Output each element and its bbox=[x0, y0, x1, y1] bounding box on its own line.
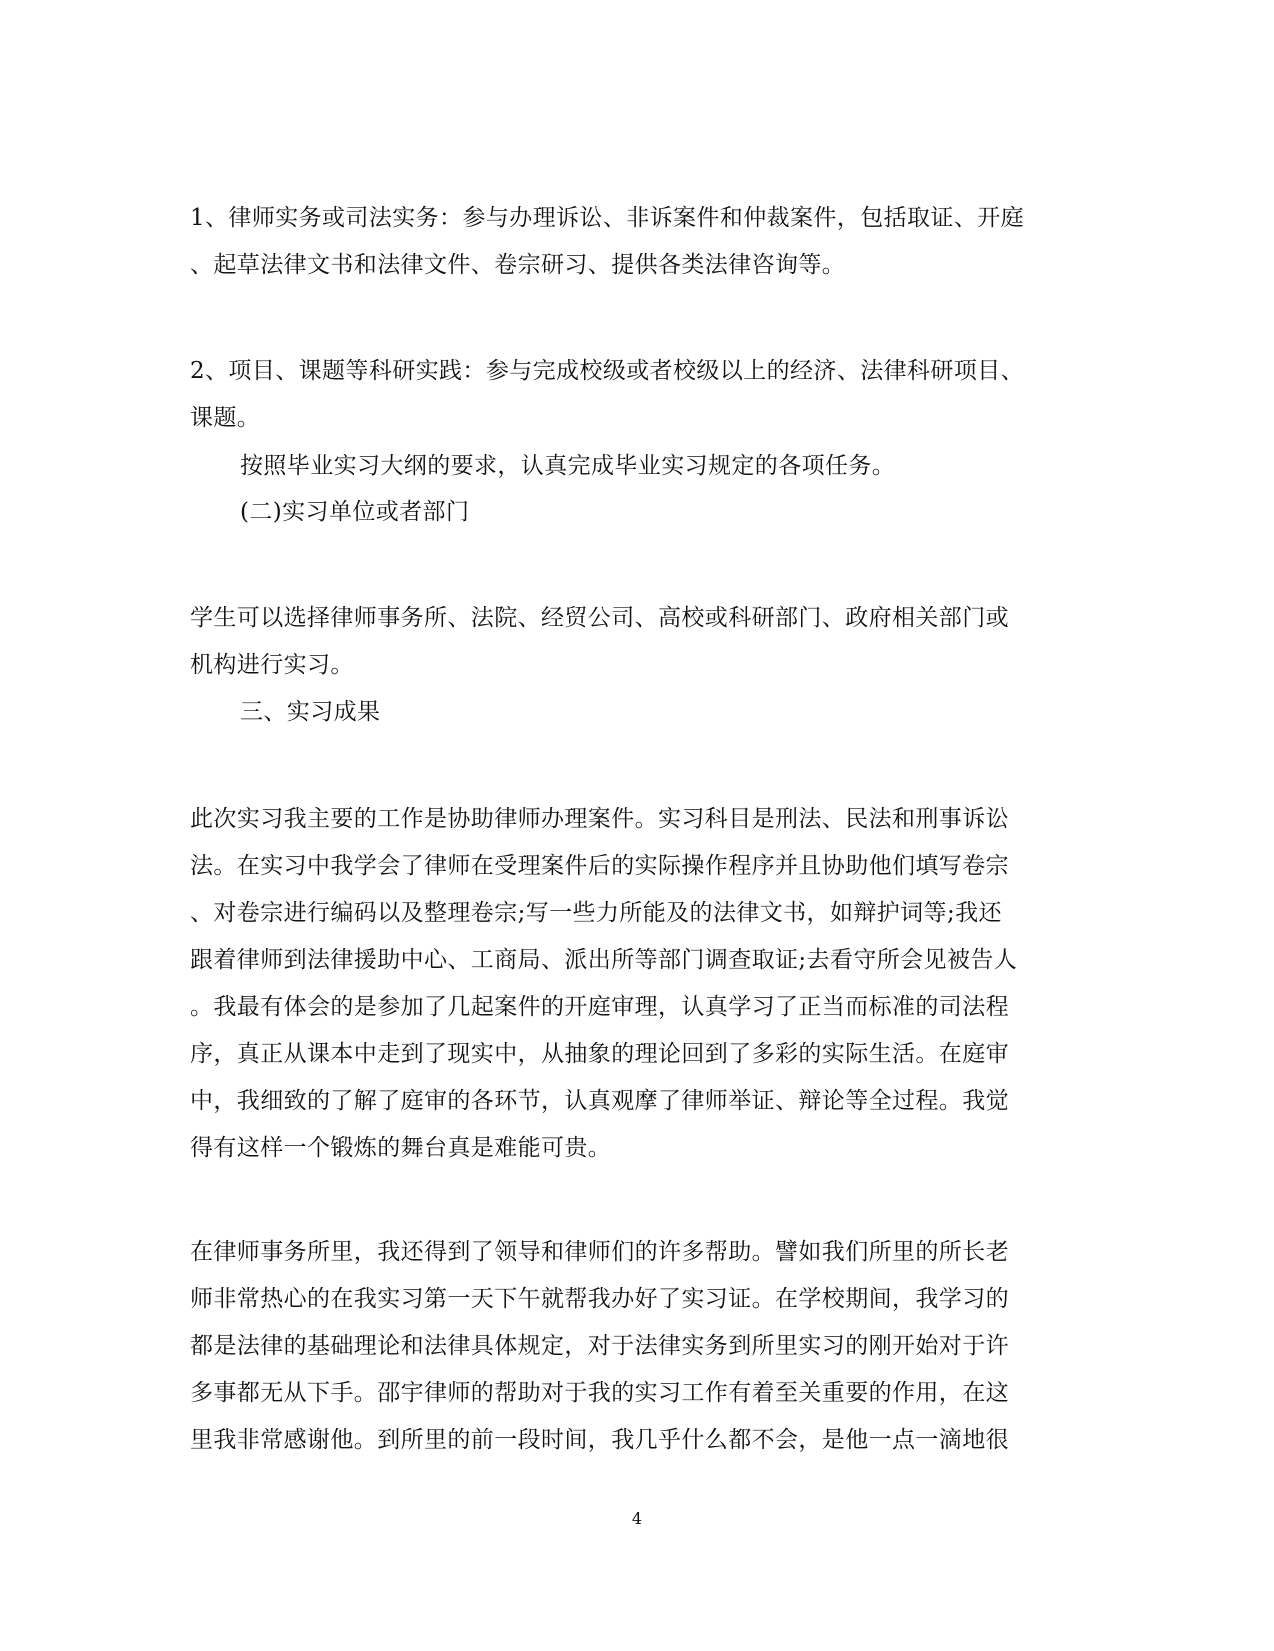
text-line: 。我最有体会的是参加了几起案件的开庭审理，认真学习了正当而标准的司法程 bbox=[190, 994, 1009, 1020]
text-line: 法。在实习中我学会了律师在受理案件后的实际操作程序并且协助他们填写卷宗 bbox=[190, 853, 1009, 879]
page-number: 4 bbox=[631, 1509, 643, 1528]
text-line: 都是法律的基础理论和法律具体规定，对于法律实务到所里实习的刚开始对于许 bbox=[190, 1333, 1009, 1359]
text-line: 序，真正从课本中走到了现实中，从抽象的理论回到了多彩的实际生活。在庭审 bbox=[190, 1041, 1009, 1067]
text-line: 里我非常感谢他。到所里的前一段时间，我几乎什么都不会，是他一点一滴地很 bbox=[190, 1427, 1009, 1453]
text-line: 、起草法律文书和法律文件、卷宗研习、提供各类法律咨询等。 bbox=[190, 252, 846, 278]
text-line: 中，我细致的了解了庭审的各环节，认真观摩了律师举证、辩论等全过程。我觉 bbox=[190, 1088, 1009, 1114]
text-line: 此次实习我主要的工作是协助律师办理案件。实习科目是刑法、民法和刑事诉讼 bbox=[190, 806, 1009, 832]
text-line: 跟着律师到法律援助中心、工商局、派出所等部门调查取证;去看守所会见被告人 bbox=[190, 947, 1018, 973]
text-line: 课题。 bbox=[190, 405, 261, 431]
section-heading: 三、实习成果 bbox=[240, 699, 381, 725]
text-line: 按照毕业实习大纲的要求，认真完成毕业实习规定的各项任务。 bbox=[240, 453, 896, 479]
text-line: 机构进行实习。 bbox=[190, 652, 354, 678]
text-line: 多事都无从下手。邵宇律师的帮助对于我的实习工作有着至关重要的作用，在这 bbox=[190, 1380, 1009, 1406]
text-line: 在律师事务所里，我还得到了领导和律师们的许多帮助。譬如我们所里的所长老 bbox=[190, 1239, 1009, 1265]
section-heading: (二)实习单位或者部门 bbox=[240, 499, 470, 525]
text-line: 1、律师实务或司法实务：参与办理诉讼、非诉案件和仲裁案件，包括取证、开庭 bbox=[190, 205, 1025, 231]
text-line: 2、项目、课题等科研实践：参与完成校级或者校级以上的经济、法律科研项目、 bbox=[190, 358, 1025, 384]
text-line: 师非常热心的在我实习第一天下午就帮我办好了实习证。在学校期间，我学习的 bbox=[190, 1286, 1009, 1312]
text-line: 、对卷宗进行编码以及整理卷宗;写一些力所能及的法律文书，如辩护词等;我还 bbox=[190, 900, 1002, 926]
text-line: 学生可以选择律师事务所、法院、经贸公司、高校或科研部门、政府相关部门或 bbox=[190, 605, 1009, 631]
text-line: 得有这样一个锻炼的舞台真是难能可贵。 bbox=[190, 1135, 612, 1161]
